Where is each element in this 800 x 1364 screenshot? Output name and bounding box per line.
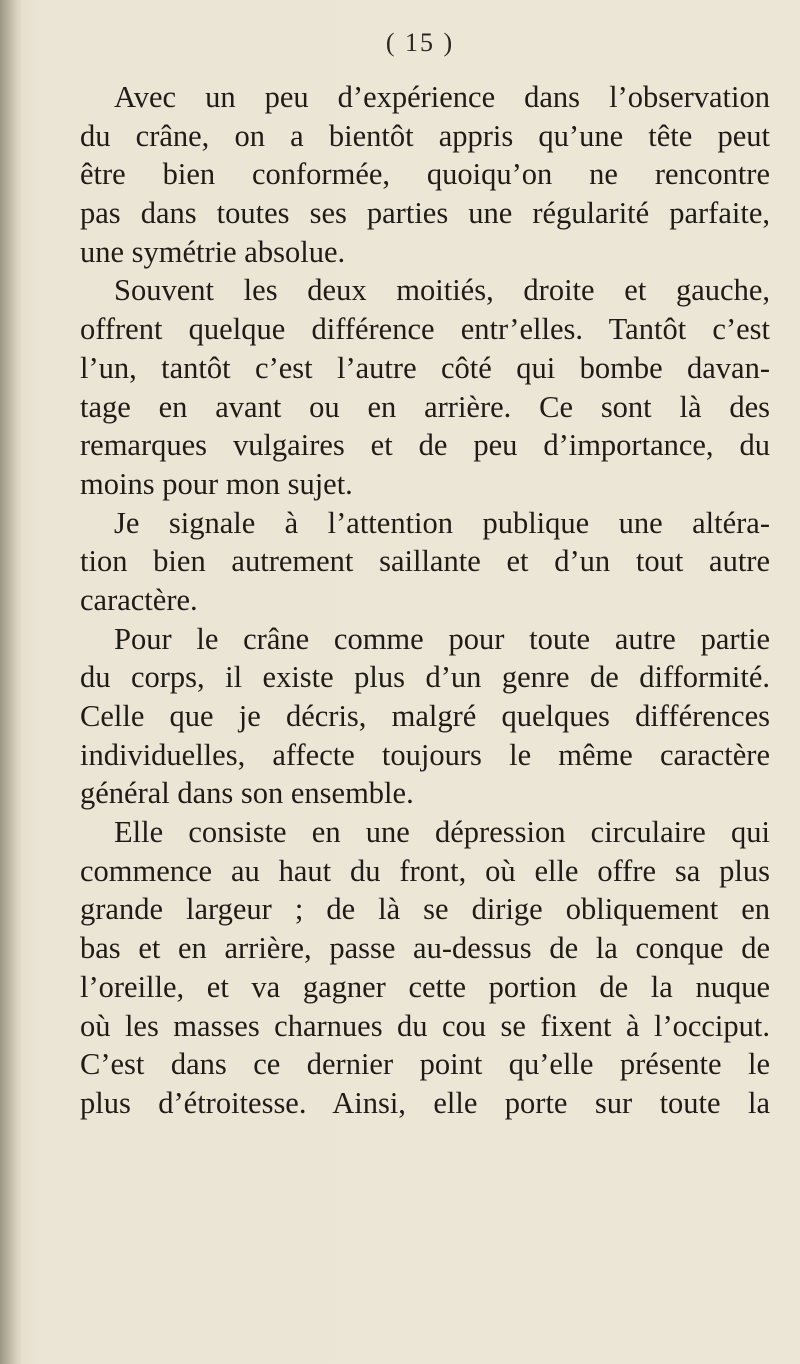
text-line: Je signale à l’attention publique une altéra- [114,505,770,540]
page-number: ( 15 ) [385,28,455,57]
text-line: du corps, il existe plus d’un genre de difformité. [80,660,770,695]
text-line: Avec un peu d’expérience dans l’observation [114,80,770,114]
text-line: pas dans toutes ses parties une régularité parfaite, [80,196,770,231]
text-line: où les masses charnues du cou se fixent à l’occiput. [80,1008,770,1043]
text-line: tage en avant ou en arrière. Ce sont là des [80,389,770,424]
text-line: grande largeur ; de là se dirige obliquement en [80,892,770,927]
text-line: l’un, tantôt c’est l’autre côté qui bombe davan- [80,350,770,385]
text-line: Pour le crâne comme pour toute autre partie [114,621,770,656]
text-line: moins pour mon sujet. [80,466,353,501]
binding-gutter [0,0,22,1364]
text-line: caractère. [80,582,198,617]
text-line: général dans son ensemble. [80,776,414,811]
text-line: offrent quelque différence entr’elles. Tantôt c’est [80,312,770,347]
text-line: Elle consiste en une dépression circulaire qui [114,815,770,850]
text-line: être bien conformée, quoiqu’on ne rencontre [80,157,770,192]
text-line: du crâne, on a bientôt appris qu’une tête peut [80,118,770,153]
text-line: bas et en arrière, passe au-dessus de la conque de [80,931,770,966]
text-line: tion bien autrement saillante et d’un tout autre [80,544,770,579]
text-line: remarques vulgaires et de peu d’importance, du [80,428,770,463]
text-line: individuelles, affecte toujours le même caractère [80,737,770,772]
text-line: Souvent les deux moitiés, droite et gauche, [114,273,770,308]
text-line: Celle que je décris, malgré quelques différences [80,699,770,733]
text-line: commence au haut du front, où elle offre sa plus [80,853,770,888]
body-text [80,78,770,1123]
text-line: C’est dans ce dernier point qu’elle présente le [80,1047,770,1082]
text-line: l’oreille, et va gagner cette portion de la nuque [80,969,770,1004]
text-line: plus d’étroitesse. Ainsi, elle porte sur toute la [80,1085,770,1120]
text-line: une symétrie absolue. [80,234,346,269]
